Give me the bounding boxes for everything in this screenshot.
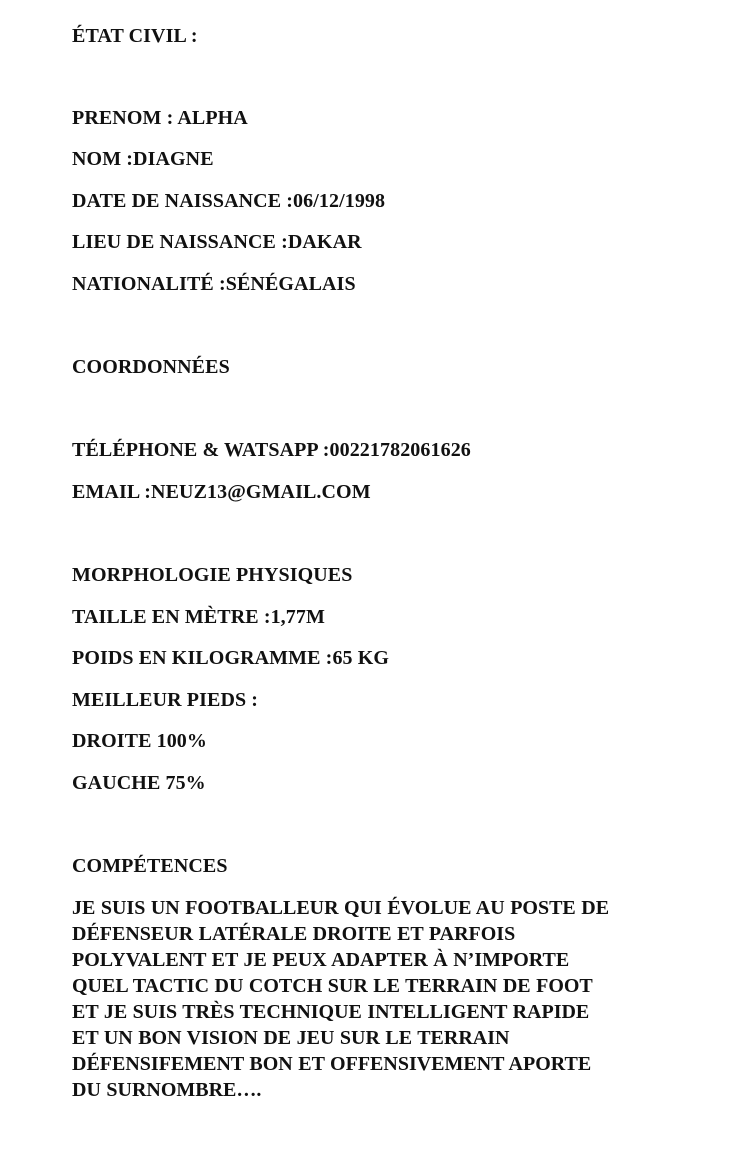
competences-line: DÉFENSEUR LATÉRALE DROITE ET PARFOIS — [72, 923, 516, 945]
lieu-naissance-line: LIEU DE NAISSANCE :DAKAR — [72, 231, 362, 253]
coordonnees-heading: COORDONNÉES — [72, 356, 230, 378]
competences-line: QUEL TACTIC DU COTCH SUR LE TERRAIN DE FOOT — [72, 975, 593, 997]
meilleur-pieds-line: MEILLEUR PIEDS : — [72, 689, 259, 711]
competences-line: DÉFENSIFEMENT BON ET OFFENSIVEMENT APORTE — [72, 1053, 592, 1075]
prenom-line: PRENOM : ALPHA — [72, 107, 248, 129]
taille-line: TAILLE EN MÈTRE :1,77M — [72, 606, 325, 628]
droite-line: DROITE 100% — [72, 730, 208, 752]
etat-civil-heading: ÉTAT CIVIL : — [72, 25, 198, 47]
email-line: EMAIL :NEUZ13@GMAIL.COM — [72, 481, 371, 503]
competences-paragraph — [72, 895, 692, 1103]
competences-heading: COMPÉTENCES — [72, 855, 228, 877]
nationalite-line: NATIONALITÉ :SÉNÉGALAIS — [72, 273, 356, 295]
competences-line: JE SUIS UN FOOTBALLEUR QUI ÉVOLUE AU POSTE DE — [72, 897, 610, 919]
competences-line: DU SURNOMBRE…. — [72, 1079, 262, 1101]
competences-line: ET JE SUIS TRÈS TECHNIQUE INTELLIGENT RAPIDE — [72, 1001, 590, 1023]
competences-line: ET UN BON VISION DE JEU SUR LE TERRAIN — [72, 1027, 510, 1049]
poids-line: POIDS EN KILOGRAMME :65 KG — [72, 647, 390, 669]
gauche-line: GAUCHE 75% — [72, 772, 206, 794]
date-naissance-line: DATE DE NAISSANCE :06/12/1998 — [72, 190, 386, 212]
telephone-line: TÉLÉPHONE & WATSAPP :00221782061626 — [72, 439, 471, 461]
competences-line: POLYVALENT ET JE PEUX ADAPTER À N’IMPORTE — [72, 949, 570, 971]
nom-line: NOM :DIAGNE — [72, 148, 214, 170]
morphologie-heading: MORPHOLOGIE PHYSIQUES — [72, 564, 353, 586]
